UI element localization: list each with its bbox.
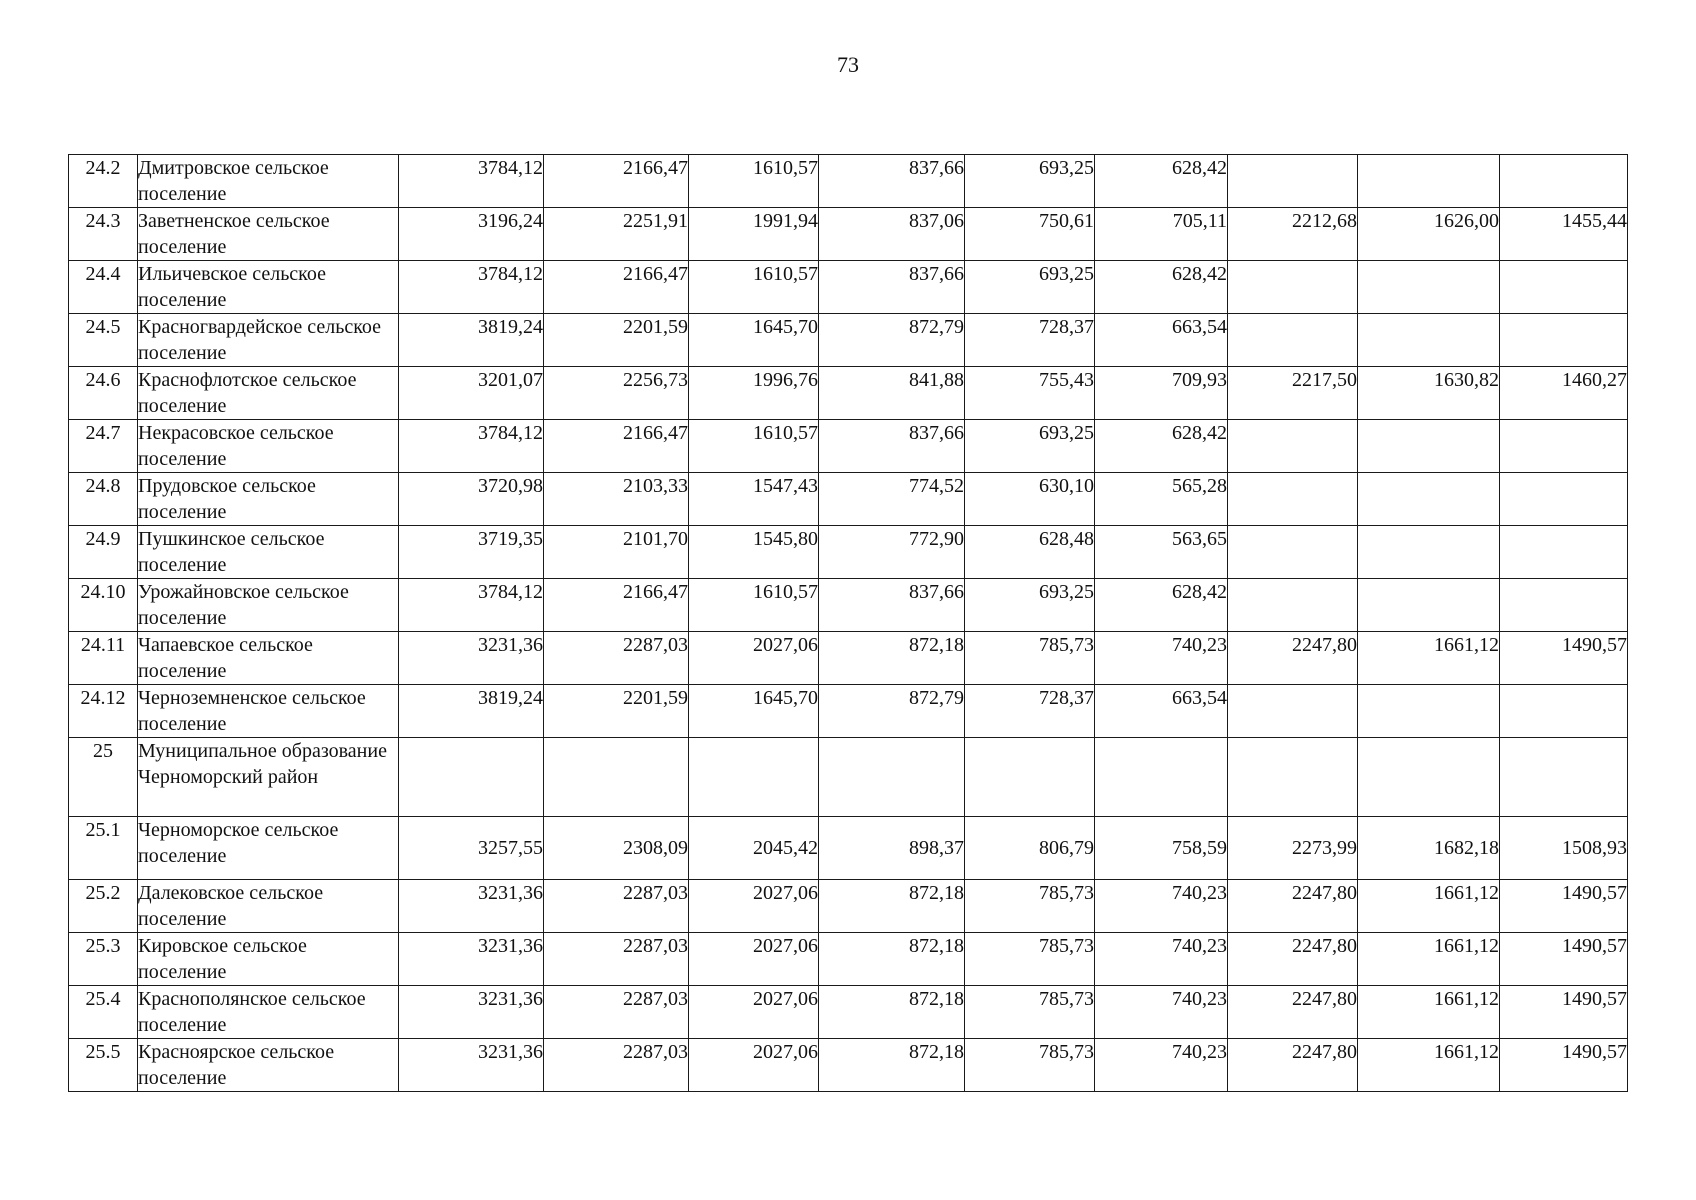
value-cell: 2166,47 (544, 579, 689, 632)
value-cell: 1610,57 (689, 155, 819, 208)
table-row (69, 367, 1628, 420)
value-cell: 1630,82 (1358, 367, 1500, 420)
value-cell: 1661,12 (1358, 632, 1500, 685)
row-number: 24.12 (69, 685, 138, 738)
settlement-name: Прудовское сельское поселение (138, 473, 399, 526)
settlement-name: Краснополянское сельское поселение (138, 986, 399, 1039)
value-cell: 898,37 (819, 817, 965, 880)
value-cell (1358, 261, 1500, 314)
value-cell (689, 738, 819, 817)
value-cell (1358, 314, 1500, 367)
value-cell: 837,66 (819, 261, 965, 314)
value-cell: 1661,12 (1358, 880, 1500, 933)
value-cell: 2201,59 (544, 314, 689, 367)
value-cell: 1508,93 (1500, 817, 1628, 880)
settlement-name: Пушкинское сельское поселение (138, 526, 399, 579)
value-cell: 1490,57 (1500, 880, 1628, 933)
table-row (69, 685, 1628, 738)
value-cell: 2247,80 (1228, 986, 1358, 1039)
value-cell: 663,54 (1095, 685, 1228, 738)
value-cell: 2308,09 (544, 817, 689, 880)
table-row (69, 1039, 1628, 1092)
value-cell: 3784,12 (399, 420, 544, 473)
value-cell: 3196,24 (399, 208, 544, 261)
table-row (69, 208, 1628, 261)
value-cell (1500, 738, 1628, 817)
value-cell: 2287,03 (544, 632, 689, 685)
value-cell (1228, 473, 1358, 526)
value-cell: 1610,57 (689, 420, 819, 473)
value-cell: 837,66 (819, 579, 965, 632)
value-cell: 774,52 (819, 473, 965, 526)
table-row (69, 738, 1628, 817)
value-cell: 755,43 (965, 367, 1095, 420)
table-row (69, 933, 1628, 986)
row-number: 25.4 (69, 986, 138, 1039)
table-row (69, 579, 1628, 632)
table-body (69, 155, 1628, 1092)
value-cell (1228, 738, 1358, 817)
row-number: 25.3 (69, 933, 138, 986)
settlement-name: Красногвардейское сельское поселение (138, 314, 399, 367)
row-number: 24.11 (69, 632, 138, 685)
value-cell: 2101,70 (544, 526, 689, 579)
value-cell: 1682,18 (1358, 817, 1500, 880)
value-cell: 872,79 (819, 314, 965, 367)
value-cell: 2247,80 (1228, 1039, 1358, 1092)
value-cell: 1460,27 (1500, 367, 1628, 420)
value-cell: 1661,12 (1358, 986, 1500, 1039)
table-row (69, 473, 1628, 526)
value-cell: 728,37 (965, 685, 1095, 738)
value-cell: 628,42 (1095, 155, 1228, 208)
value-cell: 3784,12 (399, 155, 544, 208)
value-cell: 630,10 (965, 473, 1095, 526)
value-cell (1228, 526, 1358, 579)
value-cell (1500, 685, 1628, 738)
value-cell: 3819,24 (399, 685, 544, 738)
value-cell: 1455,44 (1500, 208, 1628, 261)
table-row (69, 261, 1628, 314)
value-cell (1228, 314, 1358, 367)
value-cell: 740,23 (1095, 880, 1228, 933)
value-cell: 740,23 (1095, 933, 1228, 986)
value-cell: 3231,36 (399, 933, 544, 986)
value-cell: 872,18 (819, 933, 965, 986)
value-cell: 2027,06 (689, 880, 819, 933)
settlement-name: Урожайновское сельское поселение (138, 579, 399, 632)
value-cell: 1545,80 (689, 526, 819, 579)
settlement-name: Заветненское сельское поселение (138, 208, 399, 261)
value-cell: 2166,47 (544, 261, 689, 314)
value-cell: 1547,43 (689, 473, 819, 526)
row-number: 24.6 (69, 367, 138, 420)
table-row (69, 880, 1628, 933)
row-number: 24.10 (69, 579, 138, 632)
value-cell (1228, 155, 1358, 208)
value-cell: 2251,91 (544, 208, 689, 261)
value-cell: 2247,80 (1228, 933, 1358, 986)
value-cell: 785,73 (965, 632, 1095, 685)
value-cell: 2201,59 (544, 685, 689, 738)
row-number: 25.2 (69, 880, 138, 933)
value-cell: 2027,06 (689, 986, 819, 1039)
row-number: 24.4 (69, 261, 138, 314)
value-cell: 872,18 (819, 880, 965, 933)
value-cell: 2287,03 (544, 880, 689, 933)
value-cell: 841,88 (819, 367, 965, 420)
value-cell: 3720,98 (399, 473, 544, 526)
value-cell (1500, 473, 1628, 526)
value-cell: 2027,06 (689, 933, 819, 986)
value-cell: 2217,50 (1228, 367, 1358, 420)
value-cell (1358, 473, 1500, 526)
value-cell: 3784,12 (399, 261, 544, 314)
table-row (69, 632, 1628, 685)
value-cell (1228, 420, 1358, 473)
tariff-table (68, 154, 1628, 1092)
value-cell: 1626,00 (1358, 208, 1500, 261)
value-cell (965, 738, 1095, 817)
settlement-name: Краснофлотское сельское поселение (138, 367, 399, 420)
value-cell (1095, 738, 1228, 817)
settlement-name: Кировское сельское поселение (138, 933, 399, 986)
value-cell (1358, 685, 1500, 738)
value-cell: 837,66 (819, 155, 965, 208)
row-number: 25.1 (69, 817, 138, 880)
value-cell: 2287,03 (544, 1039, 689, 1092)
settlement-name: Черноморское сельское поселение (138, 817, 399, 880)
value-cell: 3819,24 (399, 314, 544, 367)
value-cell: 2027,06 (689, 1039, 819, 1092)
value-cell: 2103,33 (544, 473, 689, 526)
value-cell: 563,65 (1095, 526, 1228, 579)
row-number: 24.7 (69, 420, 138, 473)
value-cell: 3201,07 (399, 367, 544, 420)
value-cell: 785,73 (965, 986, 1095, 1039)
value-cell: 3231,36 (399, 632, 544, 685)
value-cell (1228, 685, 1358, 738)
table-row (69, 526, 1628, 579)
value-cell: 628,42 (1095, 579, 1228, 632)
value-cell: 709,93 (1095, 367, 1228, 420)
value-cell: 3719,35 (399, 526, 544, 579)
table-row (69, 155, 1628, 208)
settlement-name: Чапаевское сельское поселение (138, 632, 399, 685)
value-cell: 693,25 (965, 261, 1095, 314)
value-cell: 3784,12 (399, 579, 544, 632)
value-cell: 740,23 (1095, 1039, 1228, 1092)
value-cell: 2212,68 (1228, 208, 1358, 261)
settlement-name: Дмитровское сельское поселение (138, 155, 399, 208)
table-row (69, 817, 1628, 880)
row-number: 24.3 (69, 208, 138, 261)
page-number: 73 (837, 52, 859, 77)
value-cell: 3231,36 (399, 986, 544, 1039)
value-cell: 2027,06 (689, 632, 819, 685)
row-number: 25.5 (69, 1039, 138, 1092)
value-cell: 3231,36 (399, 880, 544, 933)
row-number: 24.8 (69, 473, 138, 526)
value-cell: 772,90 (819, 526, 965, 579)
value-cell: 1661,12 (1358, 1039, 1500, 1092)
value-cell: 1661,12 (1358, 933, 1500, 986)
value-cell: 872,18 (819, 1039, 965, 1092)
value-cell: 693,25 (965, 420, 1095, 473)
value-cell: 2287,03 (544, 986, 689, 1039)
row-number: 24.2 (69, 155, 138, 208)
value-cell (544, 738, 689, 817)
value-cell: 2247,80 (1228, 880, 1358, 933)
value-cell (1500, 155, 1628, 208)
value-cell: 837,06 (819, 208, 965, 261)
value-cell (1228, 579, 1358, 632)
value-cell: 693,25 (965, 155, 1095, 208)
value-cell: 2166,47 (544, 155, 689, 208)
value-cell (1500, 579, 1628, 632)
value-cell: 2287,03 (544, 933, 689, 986)
settlement-name: Черноземненское сельское поселение (138, 685, 399, 738)
value-cell: 750,61 (965, 208, 1095, 261)
value-cell: 1645,70 (689, 314, 819, 367)
value-cell: 663,54 (1095, 314, 1228, 367)
value-cell: 1490,57 (1500, 986, 1628, 1039)
value-cell: 3231,36 (399, 1039, 544, 1092)
value-cell: 1991,94 (689, 208, 819, 261)
value-cell: 628,42 (1095, 261, 1228, 314)
table-row (69, 314, 1628, 367)
value-cell: 785,73 (965, 1039, 1095, 1092)
value-cell: 2273,99 (1228, 817, 1358, 880)
value-cell: 872,79 (819, 685, 965, 738)
settlement-name: Красноярское сельское поселение (138, 1039, 399, 1092)
value-cell: 758,59 (1095, 817, 1228, 880)
value-cell: 806,79 (965, 817, 1095, 880)
value-cell: 3257,55 (399, 817, 544, 880)
row-number: 24.9 (69, 526, 138, 579)
value-cell (1358, 155, 1500, 208)
value-cell (1500, 261, 1628, 314)
value-cell: 1610,57 (689, 261, 819, 314)
value-cell: 728,37 (965, 314, 1095, 367)
value-cell: 1490,57 (1500, 632, 1628, 685)
value-cell: 785,73 (965, 933, 1095, 986)
row-number: 24.5 (69, 314, 138, 367)
row-number: 25 (69, 738, 138, 817)
value-cell (1500, 526, 1628, 579)
value-cell: 740,23 (1095, 986, 1228, 1039)
value-cell (1358, 738, 1500, 817)
value-cell: 872,18 (819, 986, 965, 1039)
value-cell: 785,73 (965, 880, 1095, 933)
value-cell: 565,28 (1095, 473, 1228, 526)
table-row (69, 986, 1628, 1039)
value-cell (1358, 526, 1500, 579)
value-cell: 872,18 (819, 632, 965, 685)
value-cell: 628,42 (1095, 420, 1228, 473)
value-cell (399, 738, 544, 817)
value-cell: 2045,42 (689, 817, 819, 880)
value-cell: 1490,57 (1500, 933, 1628, 986)
value-cell (1358, 579, 1500, 632)
value-cell: 1996,76 (689, 367, 819, 420)
value-cell: 2166,47 (544, 420, 689, 473)
value-cell: 1490,57 (1500, 1039, 1628, 1092)
settlement-name: Ильичевское сельское поселение (138, 261, 399, 314)
value-cell: 1645,70 (689, 685, 819, 738)
value-cell (1228, 261, 1358, 314)
value-cell: 693,25 (965, 579, 1095, 632)
value-cell: 2256,73 (544, 367, 689, 420)
value-cell: 740,23 (1095, 632, 1228, 685)
value-cell: 705,11 (1095, 208, 1228, 261)
value-cell: 837,66 (819, 420, 965, 473)
value-cell (819, 738, 965, 817)
table-row (69, 420, 1628, 473)
value-cell: 2247,80 (1228, 632, 1358, 685)
value-cell: 628,48 (965, 526, 1095, 579)
settlement-name: Некрасовское сельское поселение (138, 420, 399, 473)
settlement-name: Далековское сельское поселение (138, 880, 399, 933)
value-cell (1500, 420, 1628, 473)
value-cell: 1610,57 (689, 579, 819, 632)
value-cell (1500, 314, 1628, 367)
settlement-name: Муниципальное образование Черноморский район (138, 738, 399, 817)
value-cell (1358, 420, 1500, 473)
